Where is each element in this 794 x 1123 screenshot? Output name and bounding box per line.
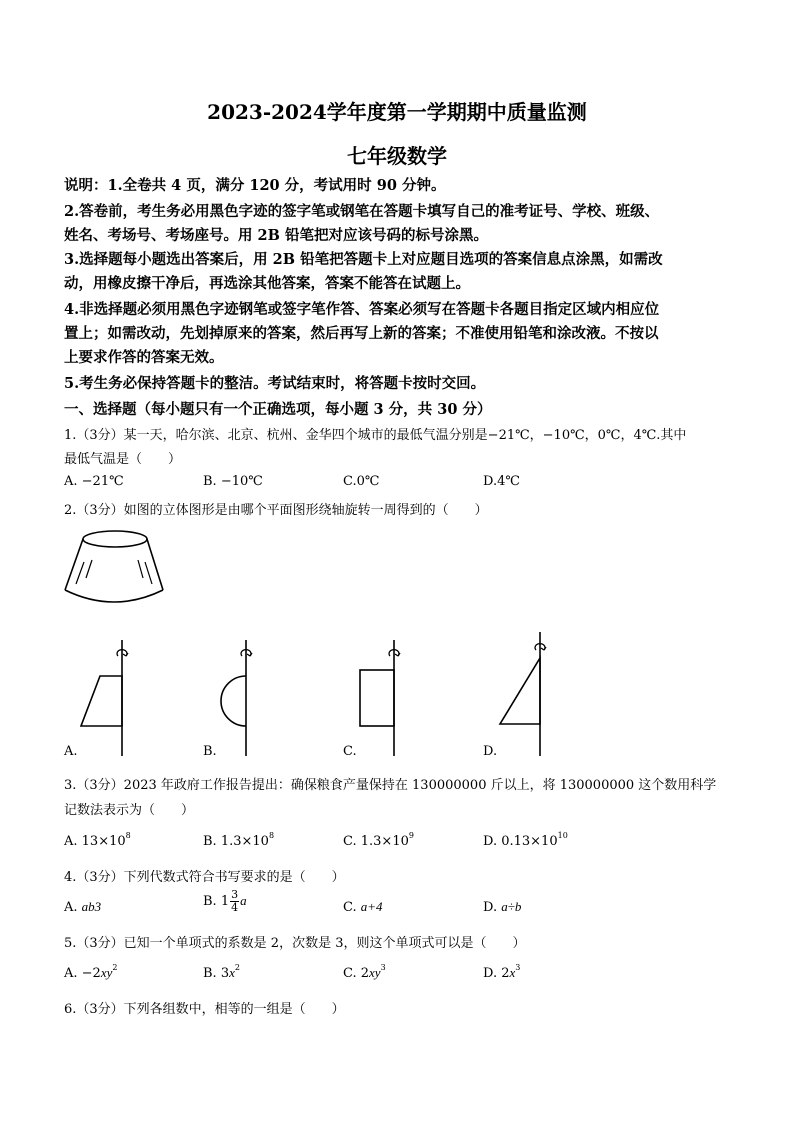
instruction-line: 姓名、考场号、考场座号。用 2B 铅笔把对应该号码的标号涂黑。	[64, 227, 488, 244]
q1-option-a: A. −21℃	[64, 474, 124, 489]
instruction-line: 说明：1.全卷共 4 页，满分 120 分，考试用时 90 分钟。	[64, 177, 446, 194]
instruction-line: 5.考生务必保持答题卡的整洁。考试结束时，将答题卡按时交回。	[64, 375, 486, 392]
question-4: 4.（3分）下列代数式符合书写要求的是（ ）	[64, 870, 345, 885]
question-5: 5.（3分）已知一个单项式的系数是 2，次数是 3，则这个单项式可以是（ ）	[64, 936, 526, 951]
option-d-triangle-figure	[497, 632, 557, 756]
question-1-cont: 最低气温是（ ）	[64, 452, 182, 467]
q5-option-a: A. $-2xy^2$	[64, 963, 118, 981]
q2-label-b: B.	[203, 744, 217, 759]
question-2: 2.（3分）如图的立体图形是由哪个平面图形绕轴旋转一周得到的（ ）	[64, 503, 488, 518]
question-3: 3.（3分）2023 年政府工作报告提出：确保粮食产量保持在 130000000 斤以上，将 130000000 这个数用科学	[64, 778, 717, 793]
instruction-line: 3.选择题每小题选出答案后，用 2B 铅笔把答题卡上对应题目选项的答案信息点涂黑，如需改	[64, 251, 663, 268]
instruction-line: 2.答卷前，考生务必用黑色字迹的签字笔或钢笔在答题卡填写自己的准考证号、学校、班级、	[64, 203, 660, 220]
frustum-figure	[60, 524, 170, 608]
q3-option-c: C. $1.3\times 10^9$	[343, 831, 414, 849]
option-a-trapezoid-figure	[78, 640, 138, 756]
option-c-rectangle-figure	[355, 640, 415, 756]
q4-option-a: A. ab3	[64, 899, 102, 915]
q4-option-d: D. a÷b	[483, 899, 522, 915]
q2-label-c: C.	[343, 744, 357, 759]
exam-title: 2023-2024学年度第一学期期中质量监测	[207, 100, 587, 124]
instruction-line: 上要求作答的答案无效。	[64, 349, 224, 366]
q1-option-d: D.4℃	[483, 474, 520, 489]
q4-option-b: B. 1 $\frac{3}{4}$ a	[203, 888, 247, 914]
instruction-line: 4.非选择题必须用黑色字迹钢笔或签字笔作答、答案必须写在答题卡各题目指定区域内相应位	[64, 301, 660, 318]
question-3-cont: 记数法表示为（ ）	[64, 803, 195, 818]
q3-option-a: A. $13\times 10^8$	[64, 831, 131, 849]
fraction: $\frac{3}{4}$	[231, 888, 239, 914]
q3-option-b: B. $1.3\times 10^8$	[203, 831, 275, 849]
instruction-line: 置上；如需改动，先划掉原来的答案，然后再写上新的答案；不准使用铅笔和涂改液。不按以	[64, 325, 659, 342]
q5-option-b: B. $3x^2$	[203, 963, 240, 981]
q5-option-c: C. $2xy^3$	[343, 963, 386, 981]
q1-option-c: C.0℃	[343, 474, 380, 489]
q4-option-c: C. a+4	[343, 899, 383, 915]
question-1: 1.（3分）某一天，哈尔滨、北京、杭州、金华四个城市的最低气温分别是−21℃，−10℃，0℃，4℃.其中	[64, 428, 687, 443]
q1-option-b: B. −10℃	[203, 474, 263, 489]
option-b-semicircle-figure	[215, 640, 275, 756]
q2-label-a: A.	[64, 744, 78, 759]
q2-label-d: D.	[483, 744, 498, 759]
exam-subtitle: 七年级数学	[347, 144, 447, 168]
instruction-line: 动，用橡皮擦干净后，再选涂其他答案，答案不能答在试题上。	[64, 275, 470, 292]
q5-option-d: D. $2x^3$	[483, 963, 521, 981]
section-heading: 一、选择题（每小题只有一个正确选项，每小题 3 分，共 30 分）	[64, 401, 492, 418]
question-6: 6.（3分）下列各组数中，相等的一组是（ ）	[64, 1002, 345, 1017]
q3-option-d: D. $0.13\times 10^{10}$	[483, 831, 568, 849]
